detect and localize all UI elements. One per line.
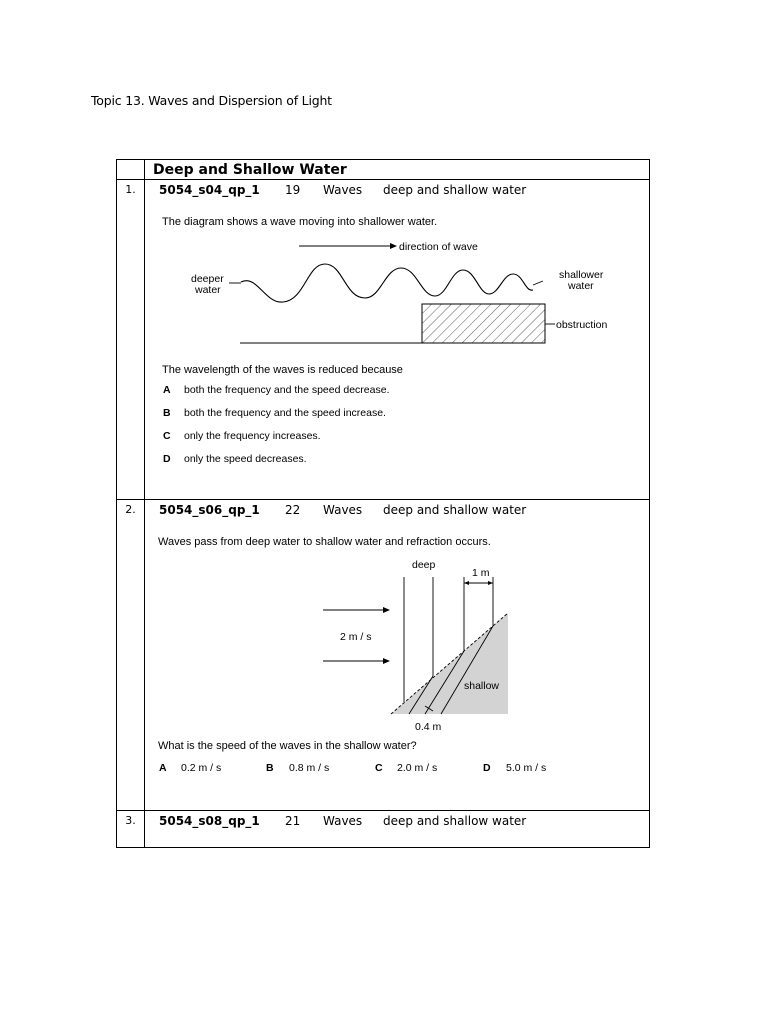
option-text[interactable]: 5.0 m / s	[506, 762, 547, 774]
obstruction-label: obstruction	[556, 319, 608, 331]
option-letter: A	[159, 762, 167, 774]
shallow-label: shallow	[464, 680, 500, 692]
shallow-wavelength-label: 0.4 m	[415, 721, 442, 733]
speed-label: 2 m / s	[340, 631, 372, 643]
question-row-3	[117, 811, 650, 848]
option-d[interactable]	[145, 453, 649, 476]
option-text: both the frequency and the speed decrease.	[184, 384, 390, 396]
option-text[interactable]: 0.2 m / s	[181, 762, 222, 774]
questions-table	[116, 159, 650, 848]
option-letter: A	[163, 384, 171, 396]
header-number-cell	[117, 160, 145, 180]
option-text: only the frequency increases.	[184, 430, 321, 442]
paper-code: 5054_s06_qp_1	[159, 503, 260, 517]
option-b[interactable]	[145, 407, 649, 430]
option-c[interactable]	[145, 430, 649, 453]
direction-arrow-head	[390, 243, 397, 249]
question-prompt: What is the speed of the waves in the shallow water?	[158, 740, 417, 752]
question-body-1	[145, 180, 650, 500]
wavelength-arrow-left	[464, 581, 469, 585]
option-letter: C	[163, 430, 171, 442]
wavelength-label: 1 m	[472, 567, 490, 579]
obstruction-block	[422, 304, 545, 343]
question-number: 3.	[117, 811, 145, 848]
wave-line	[241, 264, 533, 302]
section-title-cell	[145, 160, 650, 180]
question-body-2	[145, 500, 650, 811]
question-meta	[145, 182, 649, 202]
option-text[interactable]: 0.8 m / s	[289, 762, 330, 774]
option-letter: D	[163, 453, 171, 465]
question-number: 2.	[117, 500, 145, 811]
wave-direction-arrow-head	[383, 658, 390, 664]
table-header-row	[117, 160, 650, 180]
direction-label: direction of wave	[399, 241, 478, 253]
section-title: Deep and Shallow Water	[153, 162, 347, 178]
question-subtopic: deep and shallow water	[383, 503, 527, 517]
option-letter: B	[266, 762, 274, 774]
options-list	[145, 384, 649, 476]
question-topic: Waves	[323, 814, 363, 828]
option-letter: D	[483, 762, 491, 774]
question-subtopic: deep and shallow water	[383, 814, 527, 828]
question-number: 1.	[117, 180, 145, 500]
deep-label: deep	[412, 559, 436, 571]
shallower-label: shallower	[559, 269, 604, 281]
option-letter: B	[163, 407, 171, 419]
options-row	[145, 762, 649, 782]
option-text: only the speed decreases.	[184, 453, 307, 465]
refraction-diagram	[145, 552, 651, 734]
question-meta	[145, 502, 649, 522]
question-stem: The diagram shows a wave moving into shallower water.	[162, 216, 438, 228]
question-subtopic: deep and shallow water	[383, 183, 527, 197]
question-body-3	[145, 811, 650, 848]
option-letter: C	[375, 762, 383, 774]
question-meta	[145, 813, 649, 833]
question-index: 19	[285, 183, 301, 197]
paper-code: 5054_s04_qp_1	[159, 183, 260, 197]
question-row-1	[117, 180, 650, 500]
question-row-2	[117, 500, 650, 811]
paper-code: 5054_s08_qp_1	[159, 814, 260, 828]
question-topic: Waves	[323, 503, 363, 517]
question-stem: Waves pass from deep water to shallow water and refraction occurs.	[158, 536, 491, 548]
shallower-leader-line	[533, 281, 543, 285]
wave-diagram	[145, 234, 651, 354]
option-text: both the frequency and the speed increase.	[184, 407, 386, 419]
question-topic: Waves	[323, 183, 363, 197]
option-a[interactable]	[145, 384, 649, 407]
question-prompt: The wavelength of the waves is reduced because	[162, 364, 403, 376]
option-text[interactable]: 2.0 m / s	[397, 762, 438, 774]
wave-direction-arrow-head	[383, 607, 390, 613]
question-index: 21	[285, 814, 301, 828]
wavelength-arrow-right	[488, 581, 493, 585]
shallower-label-2: water	[568, 280, 594, 292]
question-index: 22	[285, 503, 301, 517]
deeper-label: deeper	[191, 273, 224, 285]
deeper-label-2: water	[195, 284, 221, 296]
page-topic-heading: Topic 13. Waves and Dispersion of Light	[91, 93, 332, 108]
